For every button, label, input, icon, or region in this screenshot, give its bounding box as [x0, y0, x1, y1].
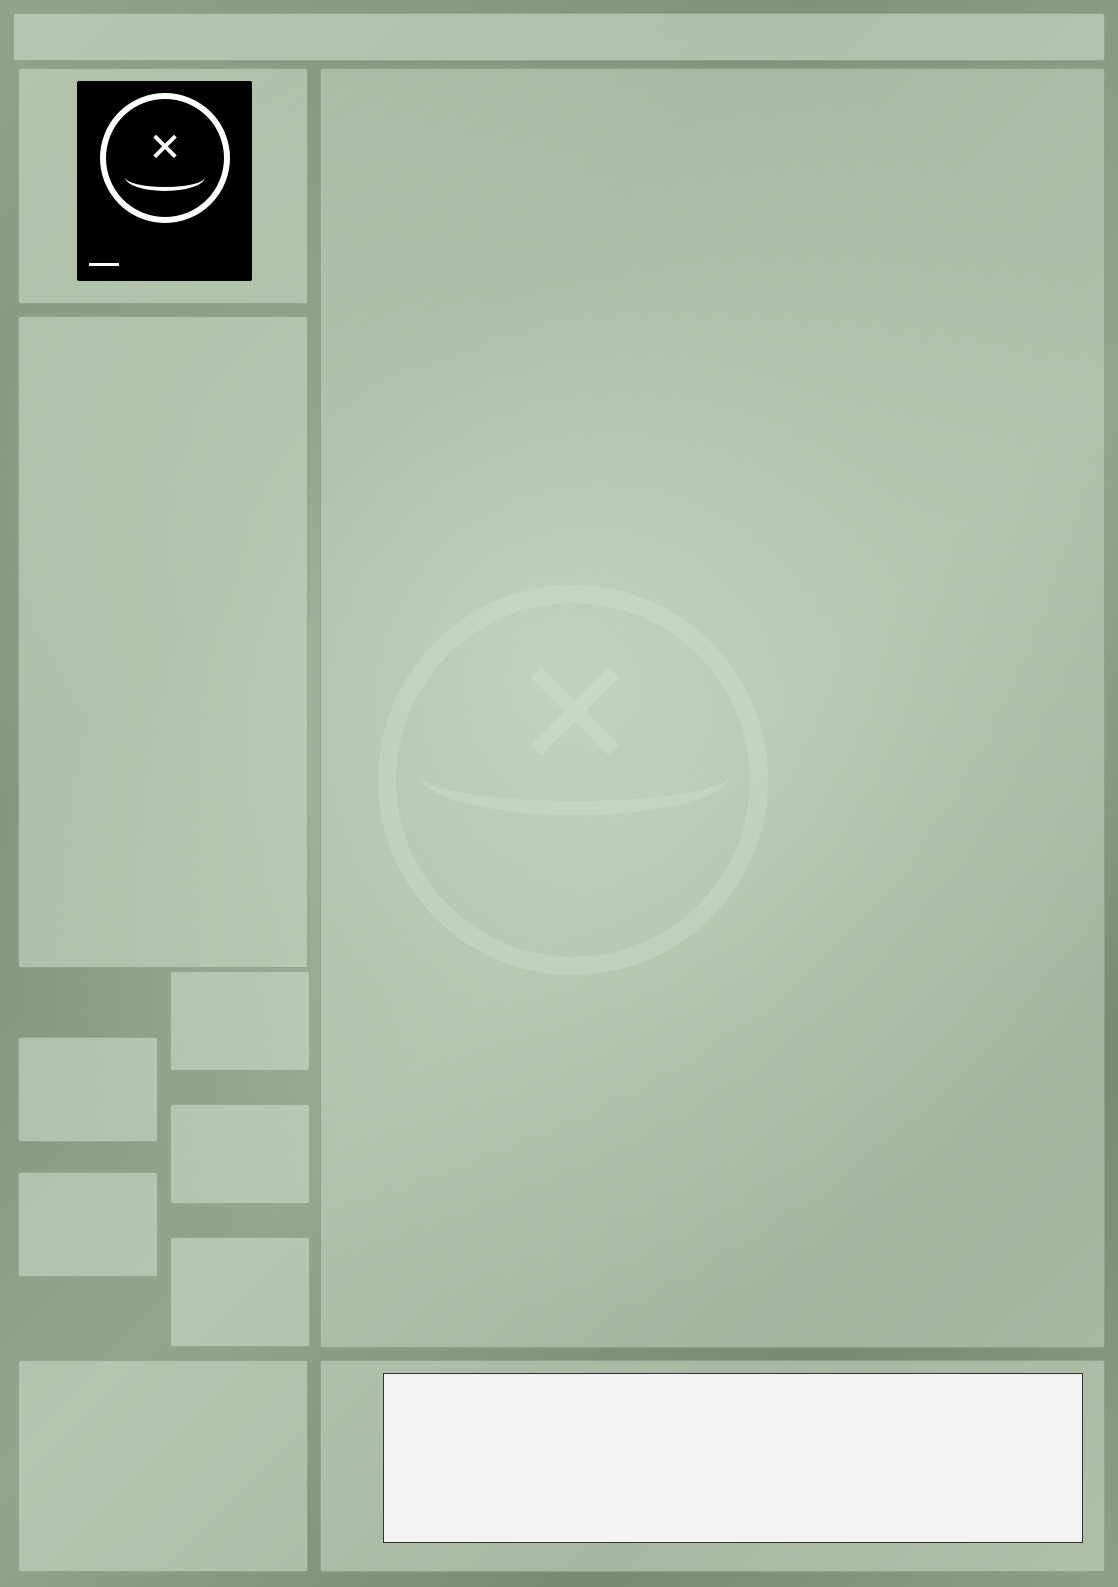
chart-lines — [384, 1374, 1084, 1544]
game-id-row — [33, 333, 293, 339]
zone-phasor — [170, 1237, 310, 1347]
zone-right-shoulder — [170, 971, 310, 1071]
logo-underline — [89, 263, 119, 266]
chart-plot-area — [383, 1373, 1083, 1543]
zone-left-shoulder — [170, 1104, 310, 1204]
club-logo — [77, 81, 252, 281]
venue-address-panel — [18, 1360, 308, 1572]
logo-panel — [18, 68, 308, 304]
game-stats-panel — [18, 316, 308, 968]
header-bar — [13, 13, 1105, 61]
scoreboard-panel — [320, 68, 1105, 1348]
score-progress-chart — [320, 1360, 1105, 1572]
zone-back — [18, 1172, 158, 1277]
zone-front — [18, 1037, 158, 1142]
crossed-hammers-icon: ✕ — [148, 125, 182, 171]
